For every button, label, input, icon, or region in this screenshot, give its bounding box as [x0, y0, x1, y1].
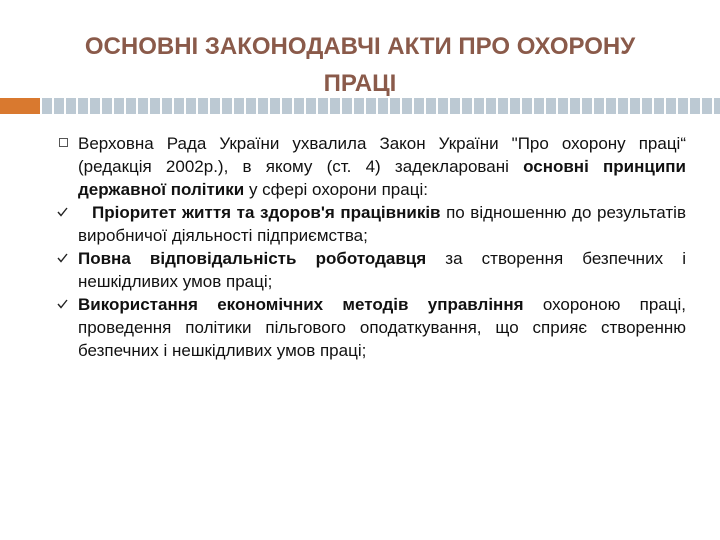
principle-2-bold: Повна відповідальність роботодавця: [78, 249, 427, 268]
principle-item-2: [56, 247, 686, 293]
principle-3-text: охороною праці, проведення політики пільгового оподаткування, що сприяє створенню безпечних і нешкідливих умов праці;: [78, 295, 686, 360]
accent-bar: [0, 98, 40, 114]
intro-text-before: Верховна Рада України ухвалила Закон України "Про охорону праці“ (редакція 2002р.), в якому (ст. 4) задекларовані: [78, 134, 686, 176]
title-line-1: ОСНОВНІ ЗАКОНОДАВЧІ АКТИ ПРО ОХОРОНУ: [84, 33, 636, 60]
intro-bold: основні принципи державної політики: [78, 157, 686, 199]
principle-item-1: [56, 201, 686, 247]
principle-2-text: за створення безпечних і нешкідливих умов праці;: [78, 249, 686, 291]
principle-3-bold: Використання економічних методів управління: [78, 295, 524, 314]
slide-body: [56, 132, 686, 362]
slide-title: [60, 28, 660, 102]
principle-item-3: [56, 293, 686, 362]
principle-1-text: по відношенню до результатів виробничої діяльності підприємства;: [78, 203, 686, 245]
title-line-2: ПРАЦІ: [323, 70, 397, 97]
intro-text-after: у сфері охорони праці:: [244, 180, 428, 199]
divider-bar: [42, 98, 720, 114]
principle-1-bold: Пріоритет життя та здоров'я працівників: [92, 203, 441, 222]
intro-paragraph: [56, 132, 686, 201]
